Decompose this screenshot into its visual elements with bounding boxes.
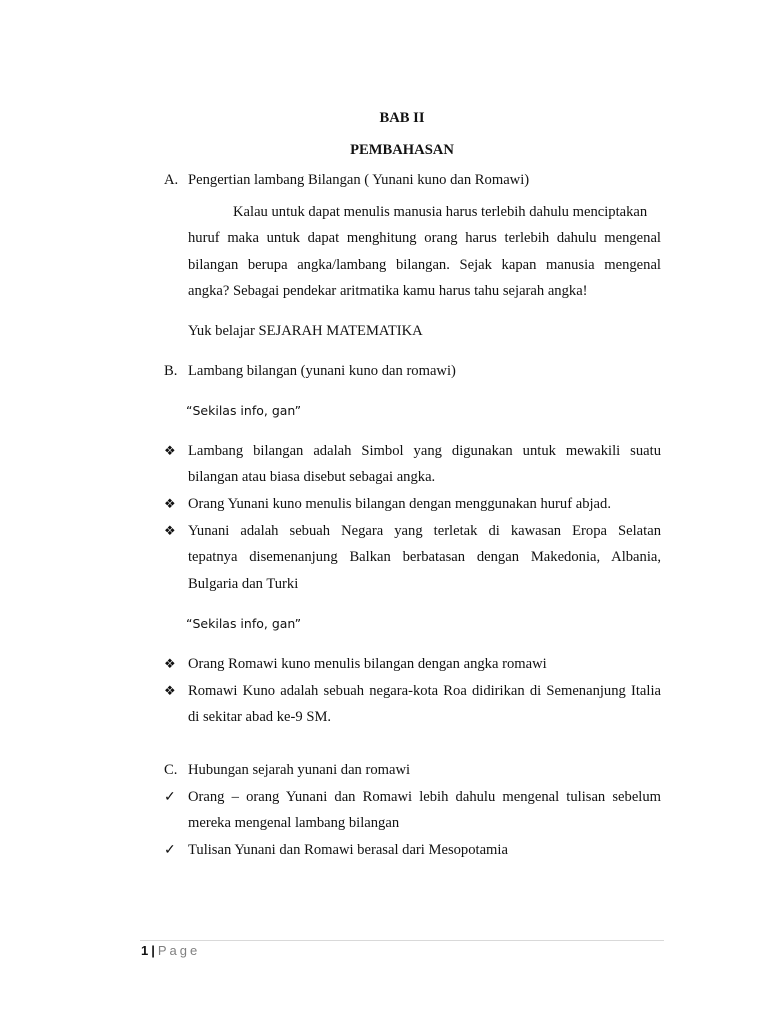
page-footer	[141, 943, 200, 958]
paragraph-line-4: angka? Sebagai pendekar aritmatika kamu harus tahu sejarah angka!	[188, 283, 588, 299]
bullet-1-line-1: Lambang bilangan adalah Simbol yang digunakan untuk mewakili suatu	[188, 443, 661, 459]
footer-divider	[140, 940, 664, 941]
bullet-1-line-2: bilangan atau biasa disebut sebagai angka.	[188, 469, 436, 485]
diamond-bullet-icon: ❖	[164, 683, 176, 698]
sekilas-info-quote-1: “Sekilas info, gan”	[186, 403, 302, 418]
section-c-title: Hubungan sejarah yunani dan romawi	[188, 762, 411, 778]
bullet-5-line-2: di sekitar abad ke-9 SM.	[188, 709, 332, 725]
section-c-marker: C.	[164, 762, 178, 778]
diamond-bullet-icon: ❖	[164, 496, 176, 511]
page-number: 1	[141, 943, 149, 958]
paragraph-line-3: bilangan berupa angka/lambang bilangan. Sejak kapan manusia mengenal	[188, 257, 661, 273]
check-item-1-line-2: mereka mengenal lambang bilangan	[188, 815, 400, 831]
diamond-bullet-icon: ❖	[164, 523, 176, 538]
footer-separator: |	[151, 943, 155, 958]
chapter-title: PEMBAHASAN	[350, 142, 454, 158]
page-label: Page	[157, 943, 201, 958]
diamond-bullet-icon: ❖	[164, 443, 176, 458]
section-a-title: Pengertian lambang Bilangan ( Yunani kuno dan Romawi)	[188, 172, 530, 188]
section-b-title: Lambang bilangan (yunani kuno dan romawi)	[188, 363, 456, 379]
paragraph-line-2: huruf maka untuk dapat menghitung orang harus terlebih dahulu mengenal	[188, 230, 661, 246]
bullet-2: Orang Yunani kuno menulis bilangan dengan menggunakan huruf abjad.	[188, 496, 611, 512]
bullet-3-line-2: tepatnya disemenanjung Balkan berbatasan dengan Makedonia, Albania,	[188, 549, 661, 565]
check-item-2: Tulisan Yunani dan Romawi berasal dari Mesopotamia	[188, 842, 508, 858]
yuk-belajar-text: Yuk belajar SEJARAH MATEMATIKA	[188, 323, 423, 339]
bullet-4: Orang Romawi kuno menulis bilangan dengan angka romawi	[188, 656, 547, 672]
chapter-heading: BAB II	[379, 110, 425, 126]
check-item-1-line-1: Orang – orang Yunani dan Romawi lebih dahulu mengenal tulisan sebelum	[188, 789, 661, 805]
bullet-3-line-3: Bulgaria dan Turki	[188, 576, 299, 592]
paragraph-line-1: Kalau untuk dapat menulis manusia harus terlebih dahulu menciptakan	[233, 204, 648, 220]
section-a-marker: A.	[164, 172, 179, 188]
sekilas-info-quote-2: “Sekilas info, gan”	[186, 616, 302, 631]
section-b-marker: B.	[164, 363, 178, 379]
check-icon: ✓	[164, 790, 176, 805]
diamond-bullet-icon: ❖	[164, 656, 176, 671]
check-icon: ✓	[164, 843, 176, 858]
bullet-3-line-1: Yunani adalah sebuah Negara yang terletak di kawasan Eropa Selatan	[188, 523, 661, 539]
bullet-5-line-1: Romawi Kuno adalah sebuah negara-kota Roa didirikan di Semenanjung Italia	[188, 683, 661, 699]
